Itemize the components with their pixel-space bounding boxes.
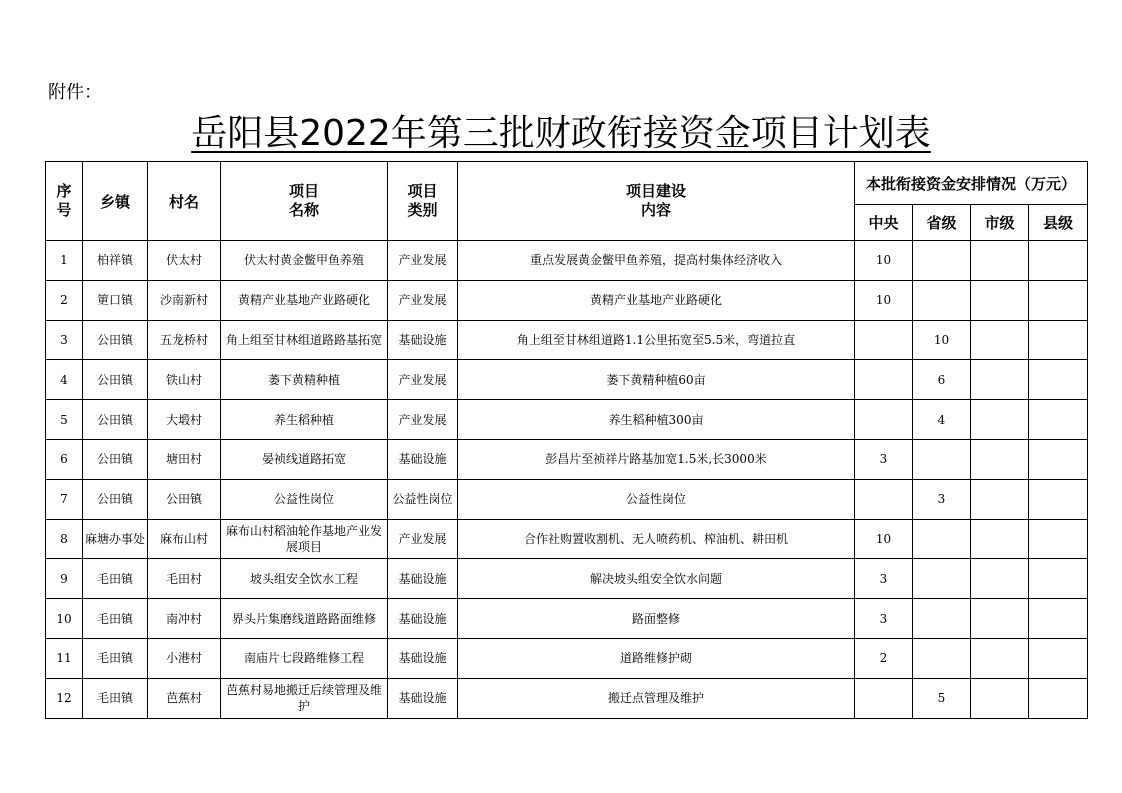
cell-provincial: 6 (913, 360, 971, 400)
cell-county (1029, 519, 1088, 559)
cell-village: 芭蕉村 (148, 678, 221, 718)
cell-city (971, 320, 1029, 360)
cell-county (1029, 439, 1088, 479)
cell-project-name: 角上组至甘林组道路路基拓宽 (221, 320, 388, 360)
table-row (46, 638, 1088, 678)
cell-provincial (913, 280, 971, 320)
cell-provincial (913, 439, 971, 479)
header-central: 中央 (855, 205, 913, 241)
cell-project-name: 南庙片七段路维修工程 (221, 638, 388, 678)
cell-central (855, 400, 913, 440)
cell-provincial (913, 638, 971, 678)
cell-village: 五龙桥村 (148, 320, 221, 360)
cell-town: 公田镇 (83, 400, 148, 440)
cell-city (971, 519, 1029, 559)
header-funding-group: 本批衔接资金安排情况（万元） (855, 162, 1088, 205)
cell-content: 解决坡头组安全饮水问题 (458, 559, 855, 599)
cell-provincial (913, 559, 971, 599)
cell-content: 道路维修护砌 (458, 638, 855, 678)
cell-county (1029, 400, 1088, 440)
header-project-name (221, 162, 388, 241)
cell-city (971, 678, 1029, 718)
cell-no: 11 (46, 638, 83, 678)
cell-provincial: 10 (913, 320, 971, 360)
header-content-top: 项目建设 (625, 182, 686, 200)
cell-city (971, 599, 1029, 639)
cell-county (1029, 479, 1088, 519)
cell-project-type: 产业发展 (388, 519, 458, 559)
cell-content: 黄精产业基地产业路硬化 (458, 280, 855, 320)
cell-town: 毛田镇 (83, 599, 148, 639)
cell-no: 10 (46, 599, 83, 639)
header-content-bottom: 内容 (640, 201, 671, 219)
cell-provincial (913, 519, 971, 559)
cell-city (971, 280, 1029, 320)
cell-central: 10 (855, 519, 913, 559)
cell-city (971, 479, 1029, 519)
cell-no: 6 (46, 439, 83, 479)
header-city: 市级 (971, 205, 1029, 241)
cell-no: 1 (46, 241, 83, 281)
cell-content: 角上组至甘林组道路1.1公里拓宽至5.5米，弯道拉直 (458, 320, 855, 360)
cell-project-name: 伏太村黄金鳖甲鱼养殖 (221, 241, 388, 281)
cell-village: 公田镇 (148, 479, 221, 519)
cell-project-type: 产业发展 (388, 400, 458, 440)
cell-county (1029, 241, 1088, 281)
cell-project-name: 萎下黄精种植 (221, 360, 388, 400)
table-row (46, 280, 1088, 320)
cell-content: 公益性岗位 (458, 479, 855, 519)
cell-town: 毛田镇 (83, 678, 148, 718)
header-village: 村名 (148, 162, 221, 241)
cell-county (1029, 360, 1088, 400)
cell-central: 2 (855, 638, 913, 678)
cell-no: 7 (46, 479, 83, 519)
table-row (46, 320, 1088, 360)
cell-project-type: 产业发展 (388, 360, 458, 400)
table-row (46, 519, 1088, 559)
cell-no: 5 (46, 400, 83, 440)
cell-city (971, 241, 1029, 281)
cell-project-type: 基础设施 (388, 320, 458, 360)
table-row (46, 678, 1088, 718)
header-index-top: 序 (56, 182, 72, 200)
table-row (46, 479, 1088, 519)
cell-city (971, 559, 1029, 599)
cell-central (855, 479, 913, 519)
cell-project-type: 产业发展 (388, 280, 458, 320)
cell-town: 麻塘办事处 (83, 519, 148, 559)
cell-village: 塘田村 (148, 439, 221, 479)
cell-provincial (913, 599, 971, 639)
cell-county (1029, 280, 1088, 320)
table-row (46, 360, 1088, 400)
cell-village: 大塅村 (148, 400, 221, 440)
cell-city (971, 360, 1029, 400)
cell-provincial: 4 (913, 400, 971, 440)
cell-project-name: 芭蕉村易地搬迁后续管理及维护 (221, 678, 388, 718)
table-row (46, 241, 1088, 281)
cell-provincial (913, 241, 971, 281)
header-provincial: 省级 (913, 205, 971, 241)
cell-county (1029, 320, 1088, 360)
header-index (46, 162, 83, 241)
cell-village: 毛田村 (148, 559, 221, 599)
cell-content: 路面整修 (458, 599, 855, 639)
cell-project-type: 基础设施 (388, 439, 458, 479)
cell-project-type: 公益性岗位 (388, 479, 458, 519)
header-project-type-bottom: 类别 (407, 201, 438, 219)
cell-project-type: 产业发展 (388, 241, 458, 281)
cell-city (971, 638, 1029, 678)
cell-central: 3 (855, 559, 913, 599)
cell-village: 伏太村 (148, 241, 221, 281)
header-project-type-top: 项目 (407, 182, 438, 200)
header-project-name-bottom: 名称 (288, 201, 319, 219)
cell-county (1029, 559, 1088, 599)
table-row (46, 400, 1088, 440)
cell-no: 8 (46, 519, 83, 559)
cell-central (855, 360, 913, 400)
cell-central: 3 (855, 599, 913, 639)
cell-central: 10 (855, 280, 913, 320)
cell-project-name: 养生稻种植 (221, 400, 388, 440)
cell-project-name: 晏祯线道路拓宽 (221, 439, 388, 479)
cell-town: 筻口镇 (83, 280, 148, 320)
cell-project-name: 坡头组安全饮水工程 (221, 559, 388, 599)
cell-project-name: 界头片集磨线道路路面维修 (221, 599, 388, 639)
cell-town: 公田镇 (83, 479, 148, 519)
table-row (46, 599, 1088, 639)
page-title (0, 105, 1122, 156)
cell-project-type: 基础设施 (388, 599, 458, 639)
page-title-text: 岳阳县2022年第三批财政衔接资金项目计划表 (191, 113, 931, 154)
cell-content: 重点发展黄金鳖甲鱼养殖，提高村集体经济收入 (458, 241, 855, 281)
table-row (46, 439, 1088, 479)
header-project-type (388, 162, 458, 241)
cell-central (855, 320, 913, 360)
cell-town: 公田镇 (83, 320, 148, 360)
cell-project-type: 基础设施 (388, 559, 458, 599)
cell-city (971, 439, 1029, 479)
cell-no: 9 (46, 559, 83, 599)
cell-county (1029, 638, 1088, 678)
header-index-bottom: 号 (56, 201, 72, 219)
cell-content: 搬迁点管理及维护 (458, 678, 855, 718)
cell-town: 公田镇 (83, 360, 148, 400)
cell-project-type: 基础设施 (388, 638, 458, 678)
header-project-name-top: 项目 (288, 182, 319, 200)
cell-provincial: 3 (913, 479, 971, 519)
cell-content: 彭昌片至祯祥片路基加宽1.5米,长3000米 (458, 439, 855, 479)
header-town: 乡镇 (83, 162, 148, 241)
header-content (458, 162, 855, 241)
cell-village: 麻布山村 (148, 519, 221, 559)
cell-central: 3 (855, 439, 913, 479)
cell-content: 养生稻种植300亩 (458, 400, 855, 440)
cell-village: 沙南新村 (148, 280, 221, 320)
cell-county (1029, 599, 1088, 639)
project-plan-table (45, 161, 1088, 719)
cell-no: 4 (46, 360, 83, 400)
cell-project-type: 基础设施 (388, 678, 458, 718)
cell-no: 12 (46, 678, 83, 718)
cell-provincial: 5 (913, 678, 971, 718)
cell-town: 柏祥镇 (83, 241, 148, 281)
cell-town: 公田镇 (83, 439, 148, 479)
cell-village: 小港村 (148, 638, 221, 678)
cell-central (855, 678, 913, 718)
cell-content: 合作社购置收割机、无人喷药机、榨油机、耕田机 (458, 519, 855, 559)
cell-town: 毛田镇 (83, 638, 148, 678)
cell-project-name: 黄精产业基地产业路硬化 (221, 280, 388, 320)
header-county: 县级 (1029, 205, 1088, 241)
header-row (46, 162, 1088, 205)
cell-project-name: 公益性岗位 (221, 479, 388, 519)
cell-village: 铁山村 (148, 360, 221, 400)
cell-no: 2 (46, 280, 83, 320)
table-row (46, 559, 1088, 599)
cell-town: 毛田镇 (83, 559, 148, 599)
cell-village: 南冲村 (148, 599, 221, 639)
cell-central: 10 (855, 241, 913, 281)
cell-county (1029, 678, 1088, 718)
cell-city (971, 400, 1029, 440)
cell-project-name: 麻布山村稻油轮作基地产业发展项目 (221, 519, 388, 559)
attachment-label: 附件： (48, 82, 102, 103)
cell-no: 3 (46, 320, 83, 360)
cell-content: 萎下黄精种植60亩 (458, 360, 855, 400)
